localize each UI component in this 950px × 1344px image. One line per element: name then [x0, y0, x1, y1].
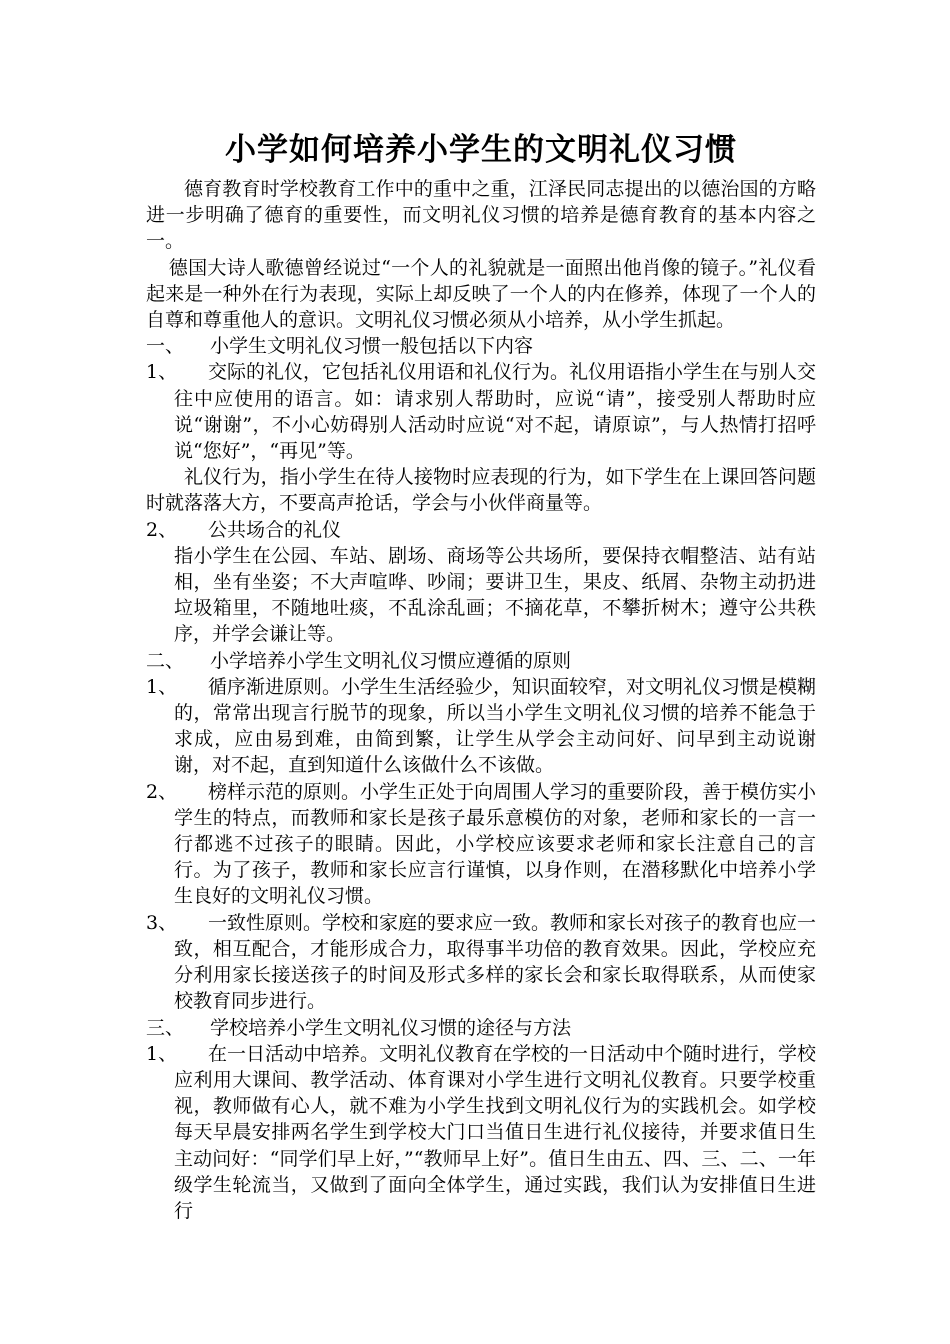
list-item [146, 779, 816, 910]
intro-paragraph: 德育教育时学校教育工作中的重中之重，江泽民同志提出的以德治国的方略进一步明确了德育的重要性，而文明礼仪习惯的培养是德育教育的基本内容之一。 [146, 178, 816, 253]
section-title: 学校培养小学生文明礼仪习惯的途径与方法 [210, 1016, 572, 1039]
item-text: 在一日活动中培养。文明礼仪教育在学校的一日活动中个随时进行，学校应利用大课间、教学活动、体育课对小学生进行文明礼仪教育。只要学校重视，教师做有心人，就不难为小学生找到文明礼仪行为的实践机会。如学校每天早晨安排两名学生到学校大门口当值日生进行礼仪接待，并要求值日生主动问好：“同学们早上好，”“教师早上好”。值日生由五、四、三、二、一年级学生轮流当，又做到了面向全体学生，通过实践，我们认为安排值日生进行 [174, 1042, 817, 1222]
item-number: 3、 [146, 911, 178, 934]
list-item [146, 1041, 816, 1224]
item-number: 1、 [146, 675, 178, 698]
goethe-paragraph: 德国大诗人歌德曾经说过“一个人的礼貌就是一面照出他肖像的镜子。”礼仪看起来是一种外在行为表现，实际上却反映了一个人的内在修养，体现了一个人的自尊和尊重他人的意识。文明礼仪习惯必须从小培养，从小学生抓起。 [146, 256, 816, 332]
section-number: 二、 [146, 649, 185, 672]
item-number: 2、 [146, 518, 178, 541]
section-heading [146, 648, 816, 674]
item-continuation: 指小学生在公园、车站、剧场、商场等公共场所，要保持衣帽整洁、站有站相，坐有坐姿；不大声喧哗、吵闹；要讲卫生，果皮、纸屑、杂物主动扔进垃圾箱里，不随地吐痰，不乱涂乱画；不摘花草，不攀折树木；遵守公共秩序，并学会谦让等。 [174, 544, 816, 646]
item-text: 交际的礼仪，它包括礼仪用语和礼仪行为。礼仪用语指小学生在与别人交往中应使用的语言。如：请求别人帮助时，应说“请”，接受别人帮助时应说“谢谢”，不小心妨碍别人活动时应说“对不起，请原谅”，与人热情打招呼说“您好”，“再见”等。 [174, 361, 817, 463]
list-item [146, 517, 816, 543]
item-text: 循序渐进原则。小学生生活经验少，知识面较窄，对文明礼仪习惯是模糊的，常常出现言行脱节的现象，所以当小学生文明礼仪习惯的培养不能急于求成，应由易到难，由简到繁，让学生从学会主动问好、问早到主动说谢谢，对不起，直到知道什么该做什么不该做。 [174, 675, 817, 777]
section-title: 小学培养小学生文明礼仪习惯应遵循的原则 [210, 649, 572, 672]
document-title: 小学如何培养小学生的文明礼仪习惯 [225, 132, 737, 168]
section-heading [146, 333, 816, 359]
item-text: 榜样示范的原则。小学生正处于向周围人学习的重要阶段，善于模仿实小学生的特点，而教师和家长是孩子最乐意模仿的对象，老师和家长的一言一行都逃不过孩子的眼睛。因此，小学校应该要求老师和家长注意自己的言行。为了孩子，教师和家长应言行谨慎，以身作则，在潜移默化中培养小学生良好的文明礼仪习惯。 [174, 780, 817, 908]
section-title: 小学生文明礼仪习惯一般包括以下内容 [210, 335, 534, 358]
document-page [146, 128, 816, 1224]
list-item [146, 910, 816, 1015]
list-item [146, 359, 816, 464]
section-number: 一、 [146, 335, 185, 358]
section-heading [146, 1015, 816, 1041]
item-number: 1、 [146, 361, 178, 384]
item-continuation: 礼仪行为，指小学生在待人接物时应表现的行为，如下学生在上课回答问题时就落落大方，不要高声抢话，学会与小伙伴商量等。 [146, 466, 816, 515]
item-text: 一致性原则。学校和家庭的要求应一致。教师和家长对孩子的教育也应一致，相互配合，才能形成合力，取得事半功倍的教育效果。因此，学校应充分利用家长接送孩子的时间及形式多样的家长会和家长取得联系，从而使家校教育同步进行。 [174, 911, 817, 1013]
item-number: 2、 [146, 780, 178, 803]
list-item [146, 674, 816, 779]
section-number: 三、 [146, 1016, 185, 1039]
item-number: 1、 [146, 1042, 178, 1065]
item-text: 公共场合的礼仪 [208, 518, 342, 541]
